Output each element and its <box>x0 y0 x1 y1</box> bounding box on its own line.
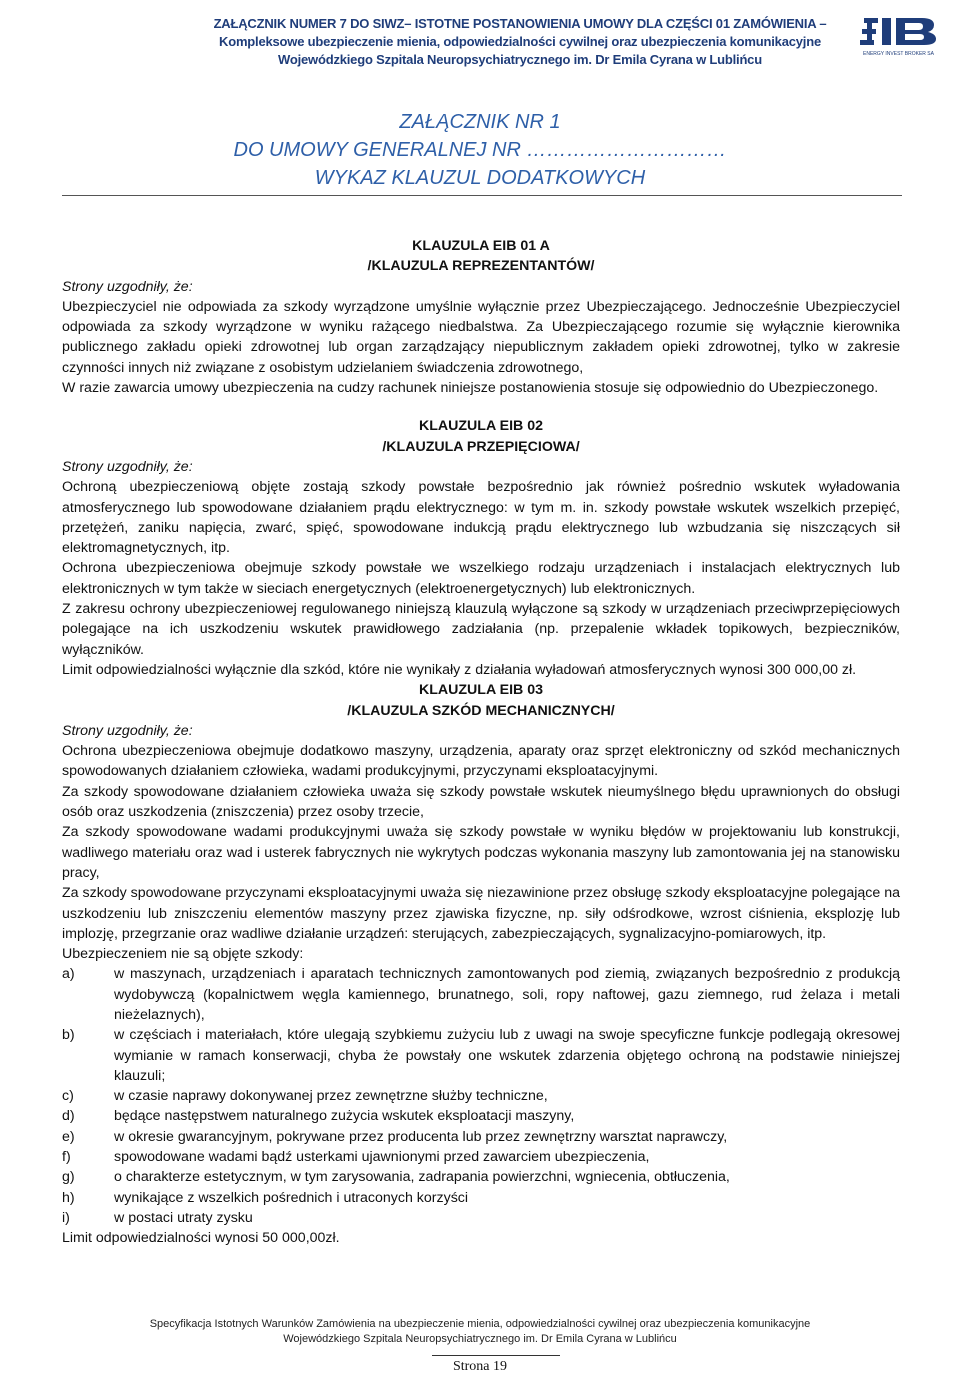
clause-1-paragraph-2: W razie zawarcia umowy ubezpieczenia na cudzy rachunek niniejsze postanowienia stosuje się odpowiednio do Ubezpieczonego. <box>62 380 879 397</box>
clause-1-paragraph-1: Ubezpieczyciel nie odpowiada za szkody wyrządzone umyślnie wyłącznie przez Ubezpieczającego. Jednocześnie Ubezpieczyciel odpowiada za szkody wyrządzone w wyniku rażącego niedbalstwa. Za Ubezpieczającego rozumie się wyłącznie kierownika publicznego zakładu opieki zdrowotnej lub organ zarządzający niepublicznym zakładem opieki zdrowotnej, tylko w zakresie czynności innych niż związane z osobistym udzielaniem świadczenia zdrowotnego, <box>62 298 900 376</box>
clause-3-paragraph-5: Ubezpieczeniem nie są objęte szkody: <box>62 946 304 963</box>
list-item <box>62 1127 900 1147</box>
list-item-letter: c) <box>62 1088 74 1105</box>
clause-2-heading: KLAUZULA EIB 02 <box>418 418 543 435</box>
list-item <box>62 1086 900 1106</box>
document-body <box>62 236 900 1249</box>
page-footer <box>0 1317 960 1347</box>
list-item-text: będące następstwem naturalnego zużycia wskutek eksploatacji maszyny, <box>114 1108 575 1125</box>
list-item-letter: f) <box>62 1149 71 1166</box>
clause-3-paragraph-2: Za szkody spowodowane działaniem człowieka uważa się szkody powstałe wskutek nieumyślnego błędu uprawnionych do obsługi osób oraz uszkodzenia (zniszczenia) przez osoby trzecie, <box>62 783 900 821</box>
clause-2-paragraph-1: Ochroną ubezpieczeniową objęte zostają szkody powstałe bezpośrednio jak również pośrednio wskutek wyładowania atmosferycznego lub spowodowane działaniem prądu elektrycznego: w tym m. in. szkody powstałe wskutek wszelkich przepięć, przetężeń, zaniku napięcia, zwarć, spięć, spowodowane indukcją prądu elektrycznego lub wzbudzania się niszczących sił elektromagnetycznych, itp. <box>62 479 900 557</box>
clause-3-paragraph-4: Za szkody spowodowane przyczynami eksploatacyjnymi uważa się niezawinione przez obsługę szkody eksploatacyjne polegające na uszkodzeniu lub zniszczeniu elementów maszyny przez zjawiska fizyczne, np. siły odśrodkowe, wzrost ciśnienia, eksplozję lub implozję, przegrzanie oraz wadliwe działanie urządzeń: sterujących, zabezpieczających, sygnalizacyjno-pomiarowych, itp. <box>62 885 900 942</box>
list-item-letter: i) <box>62 1209 70 1226</box>
exclusions-list <box>62 964 900 1228</box>
clause-2-paragraph-4: Limit odpowiedzialności wyłącznie dla szkód, które nie wynikały z działania wyładowań atmosferycznych wynosi 300 000,00 zł. <box>62 661 857 678</box>
page-header <box>0 6 960 74</box>
clause-3-intro: Strony uzgodniły, że: <box>62 722 193 739</box>
list-item-text: spowodowane wadami bądź usterkami ujawnionymi przed zawarciem ubezpieczenia, <box>114 1149 650 1166</box>
clause-1-subheading: /KLAUZULA REPREZENTANTÓW/ <box>367 258 595 275</box>
footer-divider <box>432 1355 560 1356</box>
list-item-letter: h) <box>62 1189 75 1206</box>
header-text <box>200 15 840 69</box>
header-line-1: ZAŁĄCZNIK NUMER 7 DO SIWZ– ISTOTNE POSTANOWIENIA UMOWY DLA CZĘŚCI 01 ZAMÓWIENIA – <box>213 16 827 31</box>
list-item <box>62 1208 900 1228</box>
footer-line-1: Specyfikacja Istotnych Warunków Zamówienia na ubezpieczenie mienia, odpowiedzialności cywilnej oraz ubezpieczenia komunikacyjne <box>149 1318 811 1330</box>
list-item-text: w okresie gwarancyjnym, pokrywane przez producenta lub przez zewnętrzny warsztat naprawczy, <box>114 1128 728 1145</box>
list-item <box>62 1188 900 1208</box>
spacer <box>62 398 900 416</box>
document-title <box>0 108 960 192</box>
list-item-letter: g) <box>62 1169 75 1186</box>
title-line-2: DO UMOWY GENERALNEJ NR ………………………… <box>233 139 727 161</box>
clause-2-intro: Strony uzgodniły, że: <box>62 458 193 475</box>
logo-subtext: ENERGY INVEST BROKER SA <box>863 51 934 57</box>
title-line-3: WYKAZ KLAUZUL DODATKOWYCH <box>314 167 646 189</box>
list-item-text: w czasie naprawy dokonywanej przez zewnętrzne służby techniczne, <box>114 1088 548 1105</box>
list-item <box>62 964 900 1025</box>
clause-2-subheading: /KLAUZULA PRZEPIĘCIOWA/ <box>382 438 580 455</box>
clause-1-intro: Strony uzgodniły, że: <box>62 278 193 295</box>
clause-2-paragraph-3: Z zakresu ochrony ubezpieczeniowej regulowanego niniejszą klauzulą wyłączone są szkody w urządzeniach przeciwprzepięciowych polegające na ich uszkodzeniu wskutek prawidłowego zadziałania (np. przepalenie wkładek topikowych, bezpieczników, wyłączników. <box>62 601 900 658</box>
list-item-letter: e) <box>62 1128 75 1145</box>
header-line-3: Wojewódzkiego Szpitala Neuropsychiatrycznego im. Dr Emila Cyrana w Lublińcu <box>278 52 762 67</box>
header-line-2: Kompleksowe ubezpieczenie mienia, odpowiedzialności cywilnej oraz ubezpieczenia komunikacyjne <box>219 34 821 49</box>
list-item <box>62 1106 900 1126</box>
eib-logo <box>858 10 940 62</box>
clause-2-paragraph-2: Ochrona ubezpieczeniowa obejmuje szkody powstałe we wszelkiego rodzaju urządzeniach i instalacjach elektrycznych lub elektronicznych w tym także w sieciach energetycznych (elektroenergetycznych) lub elektronicznych. <box>62 560 900 597</box>
list-item <box>62 1167 900 1187</box>
clause-3-limit: Limit odpowiedzialności wynosi 50 000,00zł. <box>62 1230 340 1247</box>
list-item-text: o charakterze estetycznym, w tym zarysowania, zadrapania powierzchni, wgniecenia, obtłuczenia, <box>114 1169 730 1186</box>
clause-3-subheading: /KLAUZULA SZKÓD MECHANICZNYCH/ <box>347 702 615 719</box>
list-item-letter: a) <box>62 966 75 983</box>
list-item-text: w częściach i materiałach, które ulegają szybkiemu zużyciu lub z uwagi na swoje specyficzne funkcje podlegają okresowej wymianie w ramach konserwacji, chyba że powstały one wskutek zdarzenia objętego ochroną na podstawie niniejszej klauzuli; <box>114 1027 900 1084</box>
list-item-text: wynikające z wszelkich pośrednich i utraconych korzyści <box>114 1189 469 1206</box>
page-number: Strona 19 <box>452 1359 508 1374</box>
title-divider <box>62 195 902 196</box>
list-item <box>62 1147 900 1167</box>
clause-3-heading: KLAUZULA EIB 03 <box>418 682 543 699</box>
footer-line-2: Wojewódzkiego Szpitala Neuropsychiatrycznego im. Dr Emila Cyrana w Lublińcu <box>283 1333 677 1345</box>
title-line-1: ZAŁĄCZNIK NR 1 <box>399 111 561 133</box>
clause-1-heading: KLAUZULA EIB 01 A <box>412 238 550 254</box>
clause-3-paragraph-1: Ochrona ubezpieczeniowa obejmuje dodatkowo maszyny, urządzenia, aparaty oraz sprzęt elektroniczny od szkód mechanicznych spowodowanych działaniem człowieka, wadami produkcyjnymi, przyczynami eksploatacyjnymi. <box>62 743 900 780</box>
list-item-text: w postaci utraty zysku <box>114 1209 253 1226</box>
list-item-letter: b) <box>62 1027 75 1044</box>
clause-3-paragraph-3: Za szkody spowodowane wadami produkcyjnymi uważa się szkody powstałe w wyniku błędów w projektowaniu lub konstrukcji, wadliwego materiału oraz wad i usterek fabrycznych nie wykrytych podczas wykonania maszyny lub zamontowania jej na stanowisku pracy, <box>62 824 900 881</box>
list-item-letter: d) <box>62 1108 75 1125</box>
list-item-text: w maszynach, urządzeniach i aparatach technicznych zamontowanych pod ziemią, związanych bezpośrednio z produkcją wydobywczą (kopalnictwem węgla kamiennego, brunatnego, soli, ropy naftowej, gazu ziemnego, rud żelaza i metali nieżelaznych), <box>114 966 900 1023</box>
list-item <box>62 1025 900 1086</box>
